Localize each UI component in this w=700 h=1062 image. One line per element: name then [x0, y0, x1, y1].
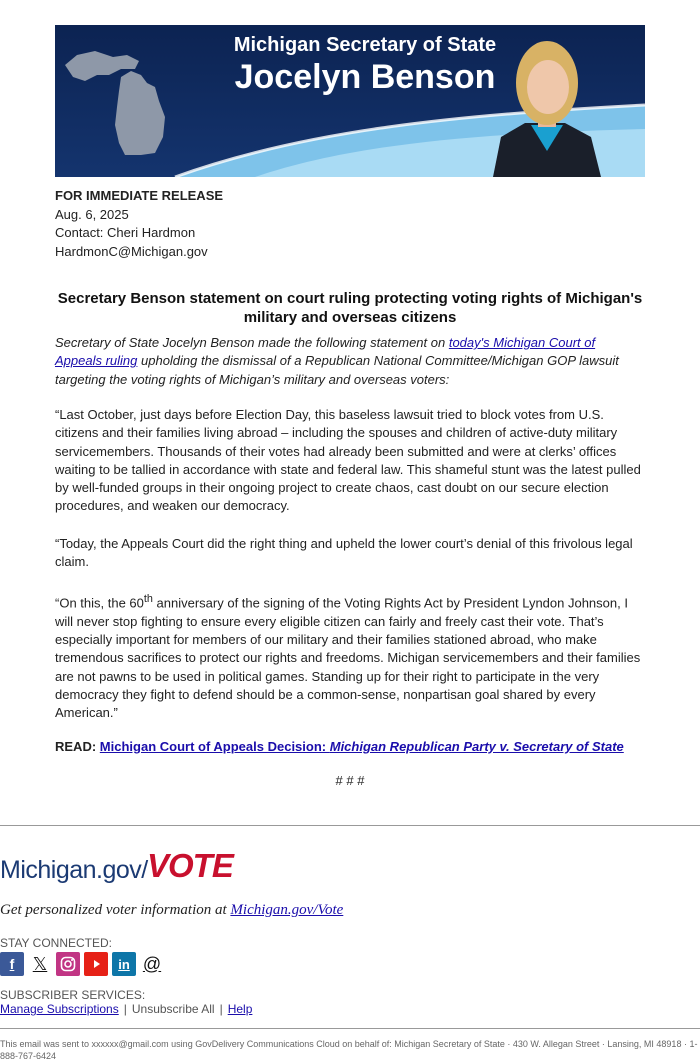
x-icon[interactable]: 𝕏: [28, 952, 52, 976]
threads-icon[interactable]: @: [140, 952, 164, 976]
paragraph-3-start: “On this, the 60: [55, 595, 144, 611]
header-banner: [55, 25, 645, 177]
facebook-icon[interactable]: f: [0, 952, 24, 976]
michigan-vote-link[interactable]: Michigan.gov/Vote: [230, 902, 344, 918]
banner-title-line2: Jocelyn Benson: [234, 58, 496, 96]
page-title: Secretary Benson statement on court ruling protecting voting rights of Michigan's military and overseas citizens: [57, 290, 643, 326]
court-decision-link-text: Michigan Court of Appeals Decision:: [99, 739, 330, 754]
read-label: READ:: [55, 739, 97, 754]
unsubscribe-all-text[interactable]: Unsubscribe All: [131, 1002, 215, 1016]
paragraph-3-rest: anniversary of the signing of the Voting Rights Act by President Lyndon Johnson, I will never stop fighting to ensure every eligible citizen can fairly and freely cast their vote. That’s especially important for members of our military and their families stationed abroad, who make tremendous sacrifices to protect our rights and freedoms. Michigan servicemembers and their families are not pawns to be used in political games. Standing up for their right to participate in the very democracy they fight to defend should be a common-sense, nonpartisan goal shared by every American.”: [55, 595, 641, 721]
footer-divider: [0, 1028, 700, 1029]
tagline-text: Get personalized voter information at: [0, 902, 231, 918]
release-date: Aug. 6, 2025: [55, 206, 129, 222]
subscriber-links: [0, 1002, 252, 1016]
linkedin-icon[interactable]: in: [112, 952, 136, 976]
release-email: HardmonC@Michigan.gov: [55, 243, 208, 259]
separator: |: [123, 1002, 127, 1016]
case-name: Michigan Republican Party v. Secretary of State: [329, 739, 624, 754]
statement-paragraph-2: “Today, the Appeals Court did the right thing and upheld the lower court’s denial of this frivolous legal claim.: [55, 536, 633, 570]
intro-text-after: upholding the dismissal of a Republican National Committee/Michigan GOP lawsuit targeting the voting rights of Michigan’s military and overseas voters:: [55, 353, 619, 387]
ordinal-suffix: th: [143, 593, 153, 605]
release-label: FOR IMMEDIATE RELEASE: [55, 188, 224, 203]
manage-subscriptions-link[interactable]: Manage Subscriptions: [0, 1002, 119, 1016]
court-decision-link[interactable]: [100, 739, 624, 754]
banner-title-line1: Michigan Secretary of State: [233, 34, 497, 56]
end-mark: # # #: [335, 773, 365, 788]
release-info: [55, 187, 223, 261]
footer-notice: This email was sent to xxxxxx@gmail.com using GovDelivery Communications Cloud on behalf of: Michigan Secretary of State · 430 W. Allegan Street · Lansing, MI 48918 · 1-888-767-6424: [0, 1039, 698, 1061]
instagram-icon[interactable]: [56, 952, 80, 976]
separator: |: [219, 1002, 223, 1016]
release-contact: Contact: Cheri Hardmon: [55, 225, 196, 240]
intro-text-before: Secretary of State Jocelyn Benson made the following statement on: [55, 335, 449, 350]
youtube-icon[interactable]: [84, 952, 108, 976]
court-ruling-link[interactable]: today's Michigan Court of Appeals ruling: [55, 335, 596, 369]
social-links: [0, 952, 164, 976]
stay-connected-label: STAY CONNECTED:: [0, 936, 113, 950]
logo-vote: VOTE: [147, 847, 233, 884]
logo-michigan-gov: Michigan.gov/: [0, 856, 148, 884]
divider: [0, 825, 700, 826]
read-line: [55, 738, 645, 756]
statement-paragraph-1: “Last October, just days before Election Day, this baseless lawsuit tried to block votes from U.S. citizens and their families living abroad – including the spouses and children of active-duty military servicemembers. Thousands of their votes had already been submitted and were at clerks’ offices waiting to be tallied in accordance with state and federal law. This shameful stunt was the latest pulled by well-funded groups in their ongoing project to create chaos, cast doubt on our secure election procedures, and weaken our democracy.: [55, 407, 641, 514]
intro-paragraph: [55, 334, 645, 389]
voter-info-tagline: [0, 902, 343, 919]
statement-paragraph-3: [55, 590, 645, 722]
help-link[interactable]: Help: [227, 1002, 253, 1016]
subscriber-services-label: SUBSCRIBER SERVICES:: [0, 988, 146, 1002]
